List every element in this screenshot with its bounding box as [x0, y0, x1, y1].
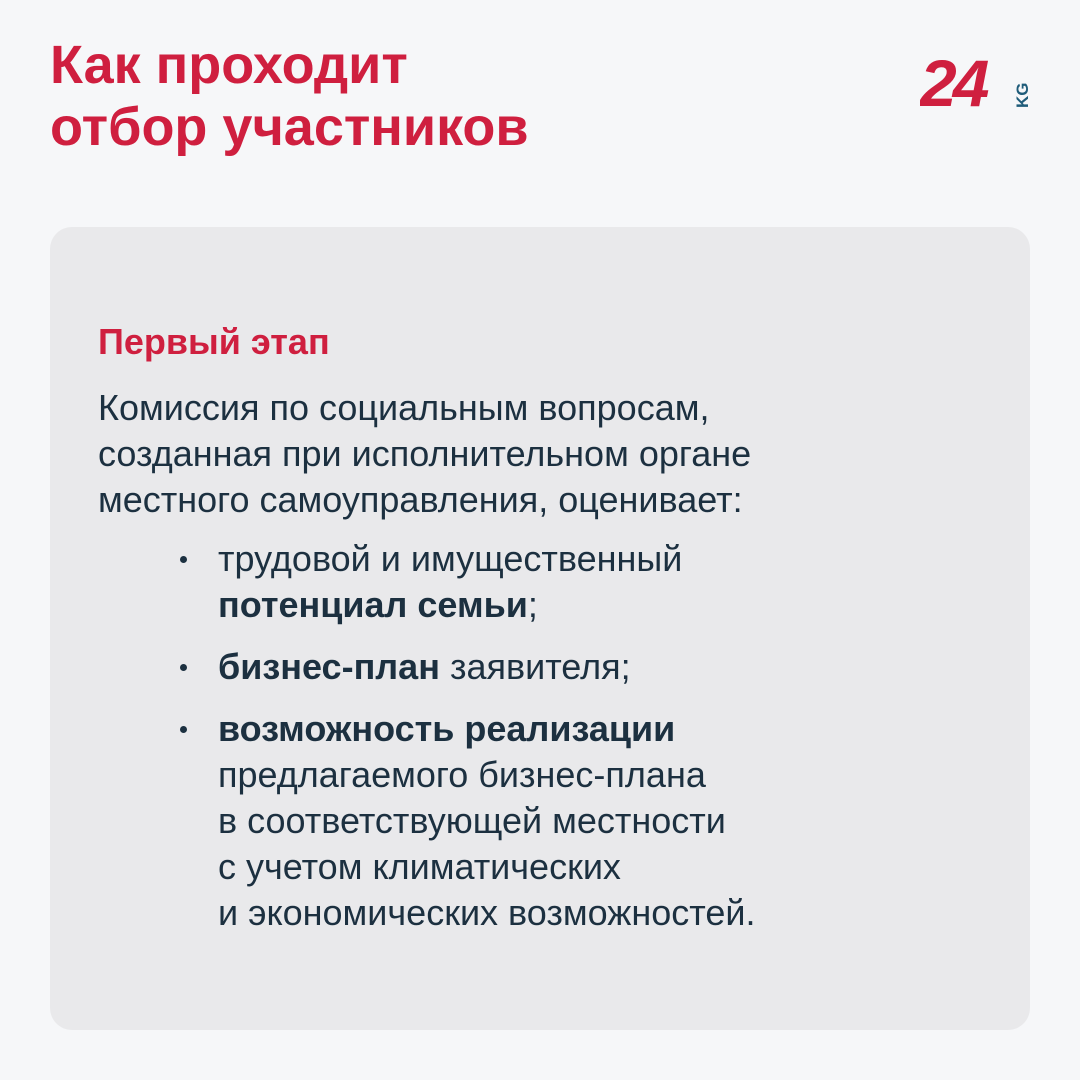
bullet-1-bold: потенциал семьи: [218, 584, 528, 625]
title-line-1: Как проходит: [50, 35, 408, 95]
bullet-3-line-1: [218, 706, 980, 752]
list-item: [180, 644, 980, 690]
bullet-3-line-5: и экономических возможностей.: [218, 892, 756, 933]
bullet-3-line-2: предлагаемого бизнес-плана: [218, 754, 706, 795]
bullet-dot-icon: [180, 556, 187, 563]
bullet-1-punct: ;: [527, 584, 538, 625]
bullet-3-line-3: в соответствующей местности: [218, 800, 726, 841]
intro-line-1: Комиссия по социальным вопросам,: [98, 387, 710, 428]
bullet-1-line-2: [218, 582, 980, 628]
bullet-3-line-4: с учетом климатических: [218, 846, 621, 887]
list-item: [180, 706, 980, 936]
24kg-logo: [920, 50, 1032, 112]
bullet-2-line-1: [218, 644, 980, 690]
logo-24: 24: [920, 50, 986, 112]
bullet-dot-icon: [180, 664, 187, 671]
bullet-1-line-1: трудовой и имущественный: [218, 538, 683, 579]
intro-line-3: местного самоуправления, оценивает:: [98, 479, 743, 520]
bullet-2-bold: бизнес-план: [218, 646, 440, 687]
title-line-2: отбор участников: [50, 97, 529, 157]
list-item: [180, 536, 980, 628]
stage-label: Первый этап: [98, 321, 330, 362]
logo-kg: KG: [1013, 82, 1032, 108]
intro-line-2: созданная при исполнительном органе: [98, 433, 752, 474]
bullet-dot-icon: [180, 726, 187, 733]
page-title: [50, 34, 850, 158]
bullet-2-regular: заявителя;: [439, 646, 631, 687]
intro-text: [98, 385, 978, 523]
stage-card: [50, 227, 1030, 1030]
bullet-3-bold: возможность реализации: [218, 708, 676, 749]
criteria-list: [180, 536, 980, 952]
